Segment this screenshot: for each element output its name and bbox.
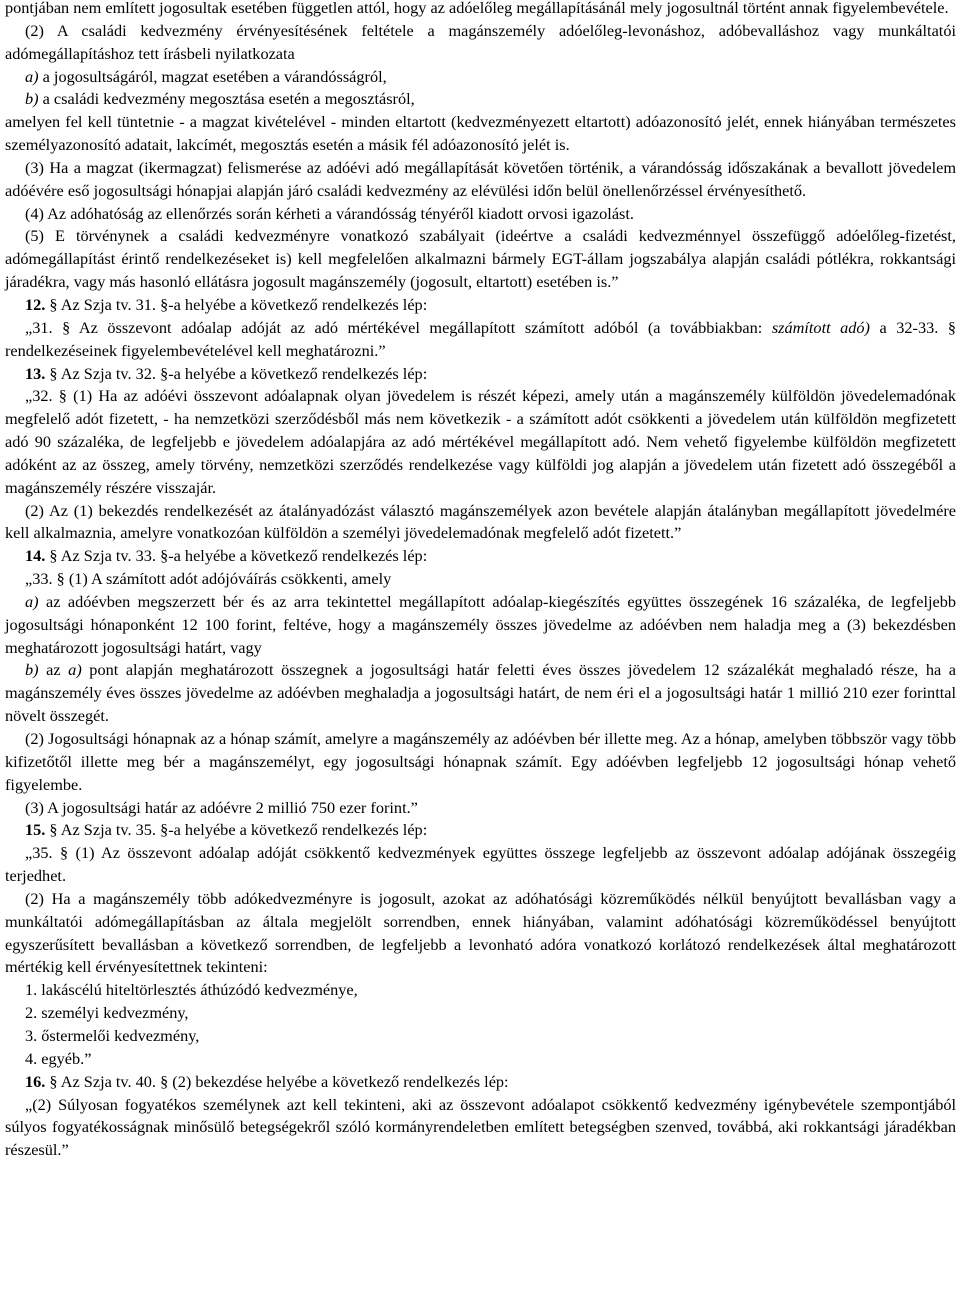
section-number: 15.: [25, 820, 46, 840]
section-number: 14.: [25, 546, 46, 566]
italic-run: a): [25, 66, 39, 86]
text-run: 4. egyéb.”: [25, 1048, 92, 1068]
paragraph: [5, 317, 956, 363]
paragraph: [5, 819, 956, 842]
paragraph: [5, 1025, 956, 1048]
text-run: „31. § Az összevont adóalap adóját az adó mértékével megállapított számított adóból (a továbbiakban:: [25, 317, 772, 337]
text-run: „32. § (1) Ha az adóévi összevont adóalapnak olyan jövedelem is részét képezi, amely után a magánszemély külföldön jövedelemadónak megfelelő adót fizetett, - ha nemzetközi szerződésből más nem következik - a számított adót csökkenti a jövedelem után külföldön megfizetett adó 90 százaléka, de legfeljebb e jövedelem adóalapjára az adó mértékével megállapított adó. Nem vehető figyelembe külföldön megfizetett adóként az az összeg, amely törvény, nemzetközi szerződés rendelkezése vagy külföldi jog alapján a jövedelem után fizetett adó összegéből a magánszemély részére visszajár.: [5, 386, 956, 497]
text-run: (2) Ha a magánszemély több adókedvezményre is jogosult, azokat az adóhatósági közreműködés nélkül benyújtott bevallásban vagy a munkáltatói adómegállapításban az általa megjelölt sorrendben, ennek hiányában, valamint adóhatósági közreműködéssel benyújtott egyszerűsített bevallásban a következő sorrendben, de legfeljebb a levonható adóra vonatkozó korlátozó rendelkezések által meghatározott mértékig kell érvényesítettnek tekinteni:: [5, 888, 956, 977]
paragraph: [5, 203, 956, 226]
paragraph: [5, 111, 956, 157]
italic-run: b): [25, 89, 39, 109]
paragraph: [5, 797, 956, 820]
paragraph: [5, 363, 956, 386]
paragraph: [5, 0, 956, 20]
paragraph: [5, 500, 956, 546]
text-run: § Az Szja tv. 31. §-a helyébe a következő rendelkezés lép:: [45, 294, 428, 314]
text-run: (3) A jogosultsági határ az adóévre 2 millió 750 ezer forint.”: [25, 797, 418, 817]
paragraph: [5, 225, 956, 294]
text-run: „33. § (1) A számított adót adójóváírás csökkenti, amely: [25, 569, 392, 589]
paragraph: [5, 1048, 956, 1071]
italic-run: a): [25, 591, 39, 611]
italic-run: számított adó): [771, 317, 870, 337]
paragraph: [5, 728, 956, 797]
document-body: [5, 0, 956, 1162]
text-run: „(2) Súlyosan fogyatékos személynek azt kell tekinteni, aki az összevont adóalapot csökkentő kedvezmény igénybevétele szempontjából súlyos fogyatékosságnak minősülő betegségekről szóló kormányrendeletben említett betegségben szenved, továbbá, aki rokkantsági járadékban részesül.”: [5, 1094, 956, 1160]
paragraph: [5, 88, 956, 111]
text-run: (3) Ha a magzat (ikermagzat) felismerése az adóévi adó megállapítását követően történik, a várandósság időszakának a bevallott jövedelem adóévére eső jogosultsági hónapjai alapján járó családi kedvezmény az elévülési időn belül önellenőrzéssel érvényesíthető.: [5, 157, 956, 200]
text-run: § Az Szja tv. 35. §-a helyébe a következő rendelkezés lép:: [45, 820, 428, 840]
paragraph: [5, 66, 956, 89]
text-run: „35. § (1) Az összevont adóalap adóját csökkentő kedvezmények együttes összege legfeljebb az összevont adóalap adójának összegéig terjedhet.: [5, 843, 956, 886]
paragraph: [5, 1071, 956, 1094]
text-run: a jogosultságáról, magzat esetében a várandósságról,: [38, 66, 387, 86]
text-run: (4) Az adóhatóság az ellenőrzés során kérheti a várandósság tényéről kiadott orvosi igazolást.: [25, 203, 634, 223]
section-number: 12.: [25, 294, 46, 314]
text-run: az: [38, 660, 69, 680]
text-run: pont alapján meghatározott összegnek a jogosultsági határ feletti éves összes jövedelem 12 százalékát meghaladó része, ha a magánszemély éves összes jövedelme az adóévben meghaladja a jogosultsági határt, de nem éri el a jogosultsági határ 1 millió 210 ezer forinttal növelt összegét.: [5, 660, 956, 726]
paragraph: [5, 20, 956, 66]
paragraph: [5, 568, 956, 591]
text-run: pontjában nem említett jogosultak esetében független attól, hogy az adóelőleg megállapításánál mely jogosultnál történt annak figyelembevétele.: [5, 0, 949, 17]
paragraph: [5, 385, 956, 499]
text-run: (2) A családi kedvezmény érvényesítésének feltétele a magánszemély adóelőleg-levonáshoz, adóbevalláshoz vagy munkáltatói adómegállapításhoz tett írásbeli nyilatkozata: [5, 20, 956, 63]
text-run: 2. személyi kedvezmény,: [25, 1003, 189, 1023]
text-run: a családi kedvezmény megosztása esetén a megosztásról,: [38, 89, 415, 109]
paragraph: [5, 1094, 956, 1163]
section-number: 13.: [25, 363, 46, 383]
text-run: (2) Az (1) bekezdés rendelkezését az átalányadózást választó magánszemélyek azon bevétele alapján átalányban megállapított jövedelmére kell alkalmaznia, amelyre vonatkozóan külföldön a személyi jövedelemadónak megfelelő adót fizetett.”: [5, 500, 956, 543]
paragraph: [5, 888, 956, 979]
section-number: 16.: [25, 1071, 46, 1091]
text-run: amelyen fel kell tüntetnie - a magzat kivételével - minden eltartott (kedvezményezett eltartott) adóazonosító jelét, ennek hiányában természetes személyazonosító adatait, lakcímét, megosztás esetén a másik fél adóazonosító jelét is.: [5, 112, 956, 155]
text-run: a 32-33. § rendelkezéseinek figyelembevételével kell meghatározni.”: [5, 317, 956, 360]
text-run: § Az Szja tv. 40. § (2) bekezdése helyébe a következő rendelkezés lép:: [45, 1071, 509, 1091]
text-run: (5) E törvénynek a családi kedvezményre vonatkozó szabályait (ideértve a családi kedvezménnyel összefüggő adóelőleg-fizetést, adómegállapítást érintő rendelkezéseket is) kell megfelelően alkalmazni bármely EGT-állam jogszabálya alapján családi pótlékra, rokkantsági járadékra, vagy más hasonló ellátásra jogosult magánszemély (jogosult, eltartott) esetében is.”: [5, 226, 956, 292]
text-run: § Az Szja tv. 33. §-a helyébe a következő rendelkezés lép:: [45, 546, 428, 566]
text-run: 1. lakáscélú hiteltörlesztés áthúzódó kedvezménye,: [25, 980, 358, 1000]
italic-run: b): [25, 660, 39, 680]
paragraph: [5, 842, 956, 888]
paragraph: [5, 979, 956, 1002]
italic-run: a): [68, 660, 82, 680]
text-run: 3. őstermelői kedvezmény,: [25, 1025, 200, 1045]
paragraph: [5, 545, 956, 568]
paragraph: [5, 294, 956, 317]
text-run: § Az Szja tv. 32. §-a helyébe a következő rendelkezés lép:: [45, 363, 428, 383]
text-run: az adóévben megszerzett bér és az arra tekintettel megállapított adóalap-kiegészítés együttes összegének 16 százaléka, de legfeljebb jogosultsági hónaponként 12 100 forint, feltéve, hogy a magánszemély összes jövedelme az adóévben nem haladja meg a (3) bekezdésben meghatározott jogosultsági határt, vagy: [5, 591, 956, 657]
paragraph: [5, 157, 956, 203]
paragraph: [5, 659, 956, 728]
paragraph: [5, 591, 956, 660]
paragraph: [5, 1002, 956, 1025]
text-run: (2) Jogosultsági hónapnak az a hónap számít, amelyre a magánszemély az adóévben bér illette meg. Az a hónap, amelyben többször vagy több kifizetőtől illette meg bér a magánszemélyt, egy jogosultsági hónapnak számít. Egy adóévben legfeljebb 12 jogosultsági hónap vehető figyelembe.: [5, 729, 956, 794]
